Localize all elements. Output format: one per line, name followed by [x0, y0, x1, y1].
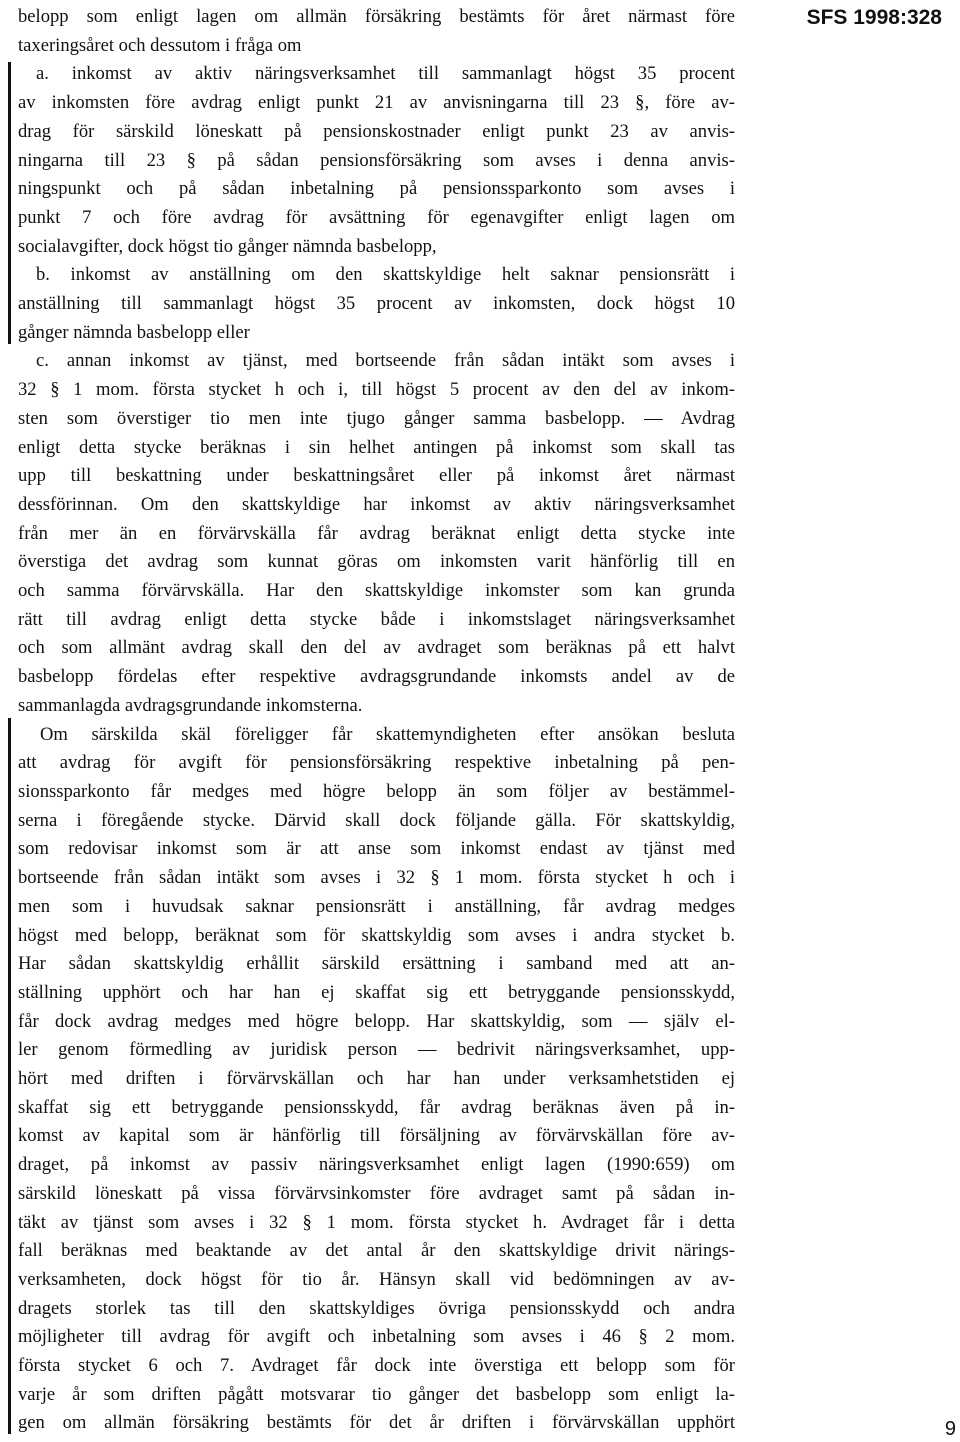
text-line: Har sådan skattskyldig erhållit särskild ersättning i samband med att an- [18, 953, 735, 975]
text-line: men som i huvudsak saknar pensionsrätt i anställning, får avdrag medges [18, 895, 735, 917]
text-line: enligt detta stycke beräknas i sin helhet antingen på inkomst som skall tas [18, 436, 735, 458]
text-line: basbelopp fördelas efter respektive avdragsgrundande inkomsts andel av de [18, 666, 735, 688]
text-line: ler genom förmedling av juridisk person — bedrivit näringsverksamhet, upp- [18, 1039, 735, 1061]
text-line: a. inkomst av aktiv näringsverksamhet till sammanlagt högst 35 procent [36, 63, 735, 85]
text-line: komst av kapital som är hänförlig till försäljning av förvärvskällan före av- [18, 1125, 735, 1147]
text-line: upp till beskattning under beskattningsåret eller på inkomst året närmast [18, 465, 735, 487]
text-line: taxeringsåret och dessutom i fråga om [18, 34, 302, 56]
text-line: och samma förvärvskälla. Har den skattskyldige inkomster som kan grunda [18, 580, 735, 602]
text-line: av inkomsten före avdrag enligt punkt 21 av anvisningarna till 23 §, före av- [18, 92, 735, 114]
text-line: och som allmänt avdrag skall den del av avdraget som beräknas på ett halvt [18, 637, 735, 659]
text-line: bortseende från sådan intäkt som avses i 32 § 1 mom. första stycket h och i [18, 867, 735, 889]
body-text [18, 3, 735, 1438]
text-line: sten som överstiger tio men inte tjugo gånger samma basbelopp. — Avdrag [18, 407, 735, 429]
text-line: möjligheter till avdrag för avgift och inbetalning som avses i 46 § 2 mom. [18, 1326, 735, 1348]
text-line: dessförinnan. Om den skattskyldige har inkomst av aktiv näringsverksamhet [18, 493, 735, 515]
text-line: drag för särskild löneskatt på pensionskostnader enligt punkt 23 av anvis- [18, 120, 735, 142]
text-line: fall beräknas med beaktande av det antal år den skattskyldige drivit närings- [18, 1240, 735, 1262]
text-line: som redovisar inkomst som är att anse som inkomst endast av tjänst med [18, 838, 735, 860]
text-line: ställning upphört och har han ej skaffat sig ett betryggande pensionsskydd, [18, 981, 735, 1003]
text-line: överstiga det avdrag som kunnat göras om inkomsten varit hänförlig till en [18, 551, 735, 573]
text-line: första stycket 6 och 7. Avdraget får dock inte överstiga ett belopp som för [18, 1355, 735, 1377]
text-line: ningarna till 23 § på sådan pensionsförsäkring som avses i denna anvis- [18, 149, 735, 171]
text-line: sionssparkonto får medges med högre belopp än som följer av bestämmel- [18, 780, 735, 802]
text-line: att avdrag för avgift för pensionsförsäkring respektive inbetalning på pen- [18, 752, 735, 774]
text-line: belopp som enligt lagen om allmän försäkring bestämts för året närmast före [18, 6, 735, 27]
text-line: 32 § 1 mom. första stycket h och i, till högst 5 procent av den del av inkom- [18, 379, 735, 401]
text-line: högst med belopp, beräknat som för skattskyldig som avses i andra stycket b. [18, 924, 735, 946]
text-line: gen om allmän försäkring bestämts för det år driften i förvärvskällan upphört [18, 1412, 735, 1434]
page-number: 9 [944, 1418, 956, 1440]
text-line: särskild löneskatt på vissa förvärvsinkomster före avdraget samt på sådan in- [18, 1182, 735, 1204]
text-line: verksamheten, dock högst för tio år. Hänsyn skall vid bedömningen av av- [18, 1268, 735, 1290]
text-line: från mer än en förvärvskälla får avdrag beräknat enligt detta stycke inte [18, 522, 735, 544]
text-line: varje år som driften pågått motsvarar tio gånger det basbelopp som enligt la- [18, 1383, 735, 1405]
text-line: b. inkomst av anställning om den skattskyldige helt saknar pensionsrätt i [36, 264, 735, 286]
text-line: draget, på inkomst av passiv näringsverksamhet enligt lagen (1990:659) om [18, 1154, 735, 1176]
text-line: dragets storlek tas till den skattskyldiges övriga pensionsskydd och andra [18, 1297, 735, 1319]
text-line: täkt av tjänst som avses i 32 § 1 mom. första stycket h. Avdraget får i detta [18, 1211, 735, 1233]
change-bar [8, 62, 11, 344]
text-line: c. annan inkomst av tjänst, med bortseende från sådan intäkt som avses i [36, 350, 735, 372]
text-line: punkt 7 och före avdrag för avsättning för egenavgifter enligt lagen om [18, 206, 735, 228]
text-line: gånger nämnda basbelopp eller [18, 321, 250, 343]
text-line: hört med driften i förvärvskällan och har han under verksamhetstiden ej [18, 1068, 735, 1090]
text-line: skaffat sig ett betryggande pensionsskydd, får avdrag beräknas även på in- [18, 1096, 735, 1118]
change-bar [8, 718, 11, 1434]
text-line: anställning till sammanlagt högst 35 procent av inkomsten, dock högst 10 [18, 293, 735, 315]
text-line: ningspunkt och på sådan inbetalning på pensionssparkonto som avses i [18, 178, 735, 200]
text-line: rätt till avdrag enligt detta stycke både i inkomstslaget näringsverksamhet [18, 608, 735, 630]
sfs-number: SFS 1998:328 [806, 6, 942, 29]
text-line: socialavgifter, dock högst tio gånger nämnda basbelopp, [18, 235, 437, 257]
text-line: Om särskilda skäl föreligger får skattemyndigheten efter ansökan besluta [40, 723, 735, 745]
text-line: får dock avdrag medges med högre belopp. Har skattskyldig, som — själv el- [18, 1010, 735, 1032]
text-line: sammanlagda avdragsgrundande inkomsterna. [18, 694, 363, 716]
text-line: serna i föregående stycke. Därvid skall dock följande gälla. För skattskyldig, [18, 809, 735, 831]
